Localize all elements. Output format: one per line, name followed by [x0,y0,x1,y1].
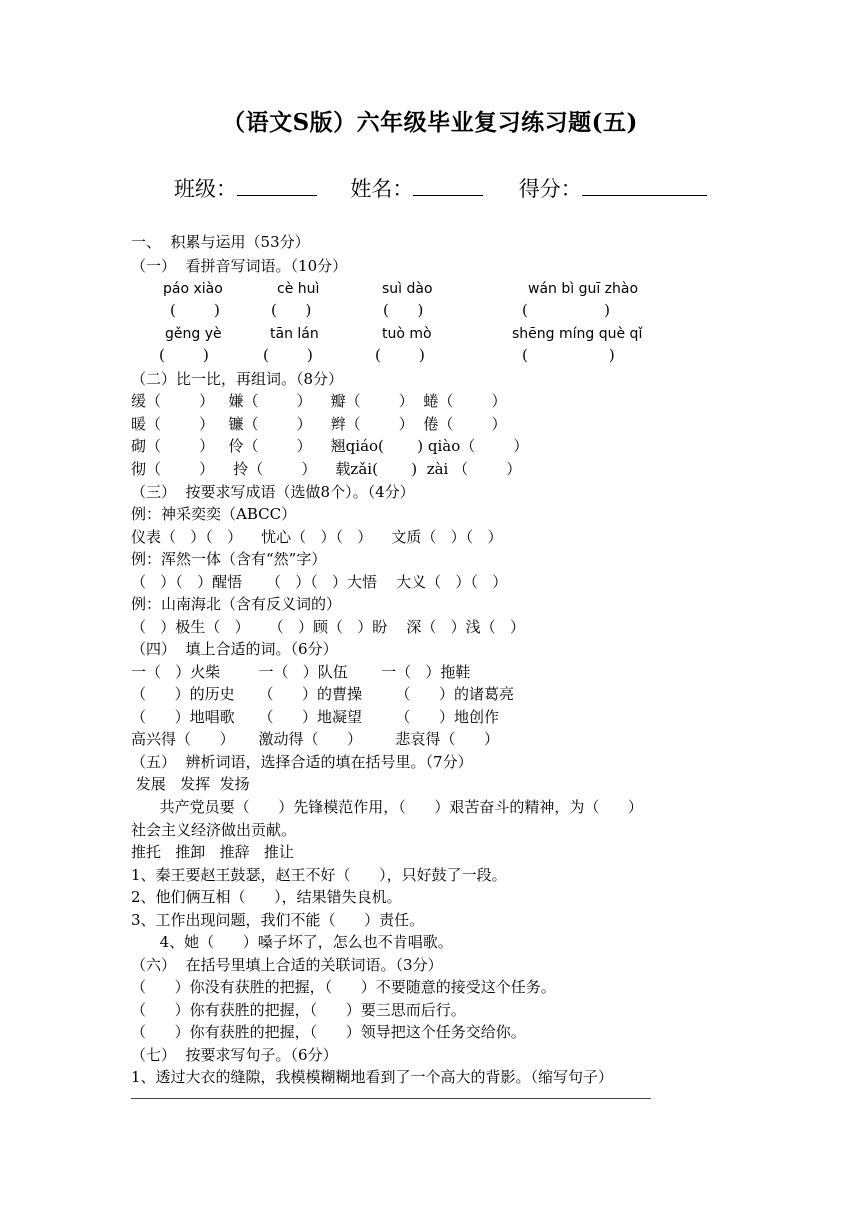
q2-line[interactable]: 砌（ ） 伶（ ） 翘qiáo( ) qiào（ ） [131,437,529,455]
class-label: 班级： [174,177,237,201]
q3-line[interactable]: （ ）极生（ ） （ ）顾（ ）盼 深（ ）浅（ ） [131,618,525,636]
q6-heading: （六） 在括号里填上合适的关联词语。（3分） [131,956,443,974]
q4-line[interactable]: （ ）的历史 （ ）的曹操 （ ）的诸葛亮 [131,685,515,703]
pinyin-item: suì dào [382,281,433,297]
answer-blank[interactable]: ( ) [522,346,615,364]
class-blank[interactable] [237,175,317,196]
q4-line[interactable]: 一（ ）火柴 一（ ）队伍 一（ ）拖鞋 [131,663,471,681]
name-label: 姓名： [350,177,414,201]
pinyin-item: páo xiào [163,281,223,297]
q3-example: 例：神采奕奕（ABCC） [131,505,297,523]
q3-line[interactable]: （ ）（ ）醒悟 （ ）（ ）大悟 大义（ ）（ ） [131,573,508,591]
q2-line[interactable]: 彻（ ） 拎（ ） 载zǎi( ) zài （ ） [131,460,522,478]
answer-blank[interactable]: ( ) [375,346,425,364]
name-blank[interactable] [413,175,483,196]
q7-heading: （七） 按要求写句子。（6分） [131,1046,338,1064]
q4-line[interactable]: 高兴得（ ） 激动得（ ） 悲哀得（ ） [131,730,500,748]
q5-heading: （五） 辨析词语，选择合适的填在括号里。（7分） [131,753,473,771]
q2-line[interactable]: 缓（ ） 嫌（ ） 瓣（ ） 蜷（ ） [131,392,507,410]
pinyin-item: shēng míng què qǐ [512,326,643,342]
pinyin-item: tān lán [270,326,319,342]
q5-item[interactable]: 4、她（ ）嗓子坏了，怎么也不肯唱歌。 [131,933,453,951]
q6-line[interactable]: （ ）你有获胜的把握，（ ）领导把这个任务交给你。 [131,1023,526,1041]
answer-blank[interactable]: ( ) [170,301,220,319]
pinyin-item: gěng yè [165,326,222,342]
q5-word-options: 推托 推卸 推辞 推让 [131,843,294,861]
q3-heading: （三） 按要求写成语（选做8个）。（4分） [131,483,415,501]
section-1-heading: 一、 积累与运用（53分） [131,233,310,251]
answer-blank[interactable]: ( ) [271,301,312,319]
q6-line[interactable]: （ ）你有获胜的把握，（ ）要三思而后行。 [131,1001,466,1019]
q7-item: 1、透过大衣的缝隙，我模模糊糊地看到了一个高大的背影。（缩写句子） [131,1068,614,1086]
answer-blank[interactable]: ( ) [522,301,610,319]
q1-heading: （一） 看拼音写词语。（10分） [131,257,348,275]
q2-heading: （二）比一比，再组词。（8分） [131,370,344,388]
q4-line[interactable]: （ ）地唱歌 （ ）地凝望 （ ）地创作 [131,708,500,726]
q3-example: 例：山南海北（含有反义词的） [131,595,342,613]
q2-line[interactable]: 暖（ ） 镰（ ） 辫（ ） 倦（ ） [131,415,507,433]
q6-line[interactable]: （ ）你没有获胜的把握，（ ）不要随意的接受这个任务。 [131,978,556,996]
pinyin-item: tuò mò [382,326,432,342]
q3-example: 例：浑然一体（含有“然”字） [131,550,327,568]
answer-blank[interactable]: ( ) [263,346,313,364]
pinyin-item: wán bì guī zhào [528,281,639,297]
q5-item[interactable]: 2、他们俩互相（ ），结果错失良机。 [131,888,402,906]
page-title: （语文S版）六年级毕业复习练习题(五) [222,109,638,136]
answer-line[interactable] [131,1098,651,1099]
q5-word-options: 发展 发挥 发扬 [131,775,250,793]
answer-blank[interactable]: ( ) [383,301,424,319]
q3-line[interactable]: 仪表（ ）（ ） 忧心（ ）（ ） 文质（ ）（ ） [131,528,503,546]
score-blank[interactable] [582,175,707,196]
q5-sentence-cont: 社会主义经济做出贡献。 [131,821,297,839]
q5-item[interactable]: 1、秦王要赵王鼓瑟，赵王不好（ ），只好鼓了一段。 [131,866,507,884]
q5-item[interactable]: 3、工作出现问题，我们不能（ ）责任。 [131,911,425,929]
q5-sentence[interactable]: 共产党员要（ ）先锋模范作用，（ ）艰苦奋斗的精神，为（ ） [131,798,643,816]
score-label: 得分： [518,177,582,201]
pinyin-item: cè huì [277,281,320,297]
q4-heading: （四） 填上合适的词。（6分） [131,640,338,658]
student-info-line [174,173,707,203]
answer-blank[interactable]: ( ) [159,346,209,364]
